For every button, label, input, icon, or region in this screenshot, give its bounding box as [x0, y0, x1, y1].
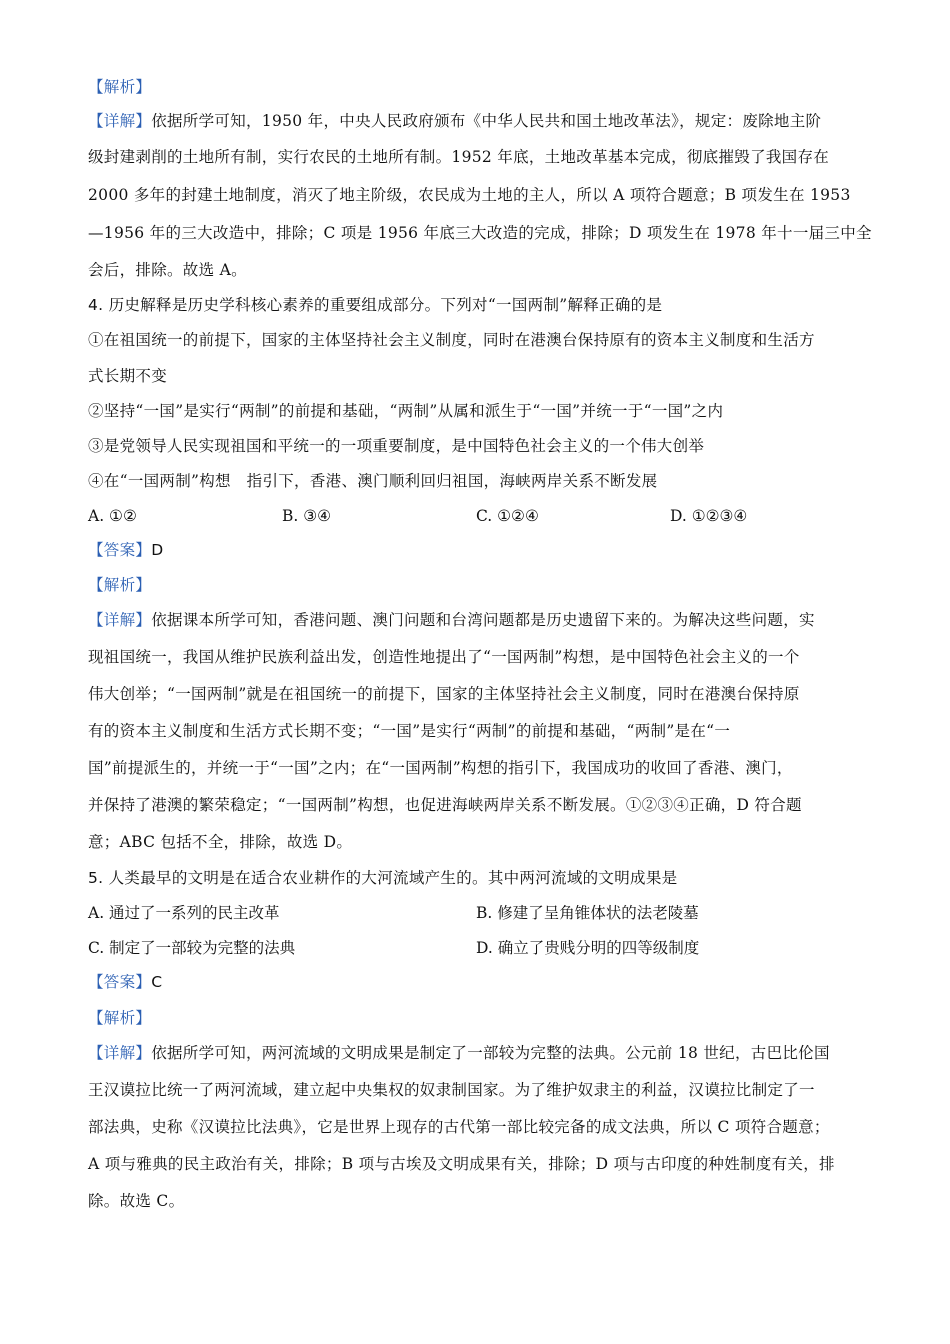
q4-detail-line-1: 【详解】依据课本所学可知，香港问题、澳门问题和台湾问题都是历史遗留下来的。为解决这些问题，实: [88, 611, 815, 629]
q4-option-d: D. ①②③④: [670, 507, 748, 525]
q4-detail-tag: 【详解】: [88, 611, 152, 629]
q4-item-4: ④在“一国两制”构想 指引下，香港、澳门顺利回归祖国，海峡两岸关系不断发展: [88, 472, 658, 490]
q5-detail-line-1: 【详解】依据所学可知，两河流域的文明成果是制定了一部较为完整的法典。公元前 18 世纪，古巴比伦国: [88, 1044, 830, 1062]
q5-stem: 5. 人类最早的文明是在适合农业耕作的大河流域产生的。其中两河流域的文明成果是: [88, 869, 678, 887]
q4-option-b: B. ③④: [282, 507, 332, 525]
q4-item-1-cont: 式长期不变: [88, 367, 168, 385]
q4-detail-line-2: 现祖国统一，我国从维护民族利益出发，创造性地提出了“一国两制”构想，是中国特色社会主义的一个: [88, 648, 800, 666]
q3-analysis-tag: 【解析】: [88, 78, 152, 96]
q4-item-1: ①在祖国统一的前提下，国家的主体坚持社会主义制度，同时在港澳台保持原有的资本主义制度和生活方: [88, 331, 815, 349]
q5-analysis-tag: 【解析】: [88, 1009, 152, 1027]
q5-answer-value: C: [151, 973, 163, 991]
q4-detail-line-4: 有的资本主义制度和生活方式长期不变；“一国”是实行“两制”的前提和基础，“两制”是在“一: [88, 722, 731, 740]
q5-detail-tag: 【详解】: [88, 1044, 152, 1062]
q5-detail-line-3: 部法典，史称《汉谟拉比法典》，它是世界上现存的古代第一部比较完备的成文法典，所以 C 项符合题意；: [88, 1118, 830, 1136]
q5-answer-tag: 【答案】: [88, 973, 152, 991]
q5-detail-line-5: 除。故选 C。: [88, 1192, 185, 1210]
q4-detail-line-6: 并保持了港澳的繁荣稳定；“一国两制”构想，也促进海峡两岸关系不断发展。①②③④正确，D 符合题: [88, 796, 802, 814]
q5-option-d: D. 确立了贵贱分明的四等级制度: [476, 939, 700, 957]
q5-answer: [88, 971, 878, 993]
q4-answer-tag: 【答案】: [88, 541, 152, 559]
q3-detail-line-2: 级封建剥削的土地所有制，实行农民的土地所有制。1952 年底，土地改革基本完成，彻底摧毁了我国存在: [88, 148, 830, 166]
q3-detail-line-1: 【详解】依据所学可知，1950 年，中央人民政府颁布《中华人民共和国土地改革法》，规定：废除地主阶: [88, 112, 822, 130]
q4-detail-line-5: 国”前提派生的，并统一于“一国”之内；在“一国两制”构想的指引下，我国成功的收回了香港、澳门，: [88, 759, 793, 777]
q3-detail-line-5: 会后，排除。故选 A。: [88, 261, 247, 279]
q3-detail-line-3: 2000 多年的封建土地制度，消灭了地主阶级，农民成为土地的主人，所以 A 项符合题意；B 项发生在 1953: [88, 186, 851, 204]
q5-option-a: A. 通过了一系列的民主改革: [88, 904, 280, 922]
q4-number: 4.: [88, 296, 104, 314]
q4-stem: 4. 历史解释是历史学科核心素养的重要组成部分。下列对“一国两制”解释正确的是: [88, 296, 663, 314]
q4-detail-line-7: 意；ABC 包括不全，排除，故选 D。: [88, 833, 353, 851]
q4-option-c: C. ①②④: [476, 507, 539, 525]
q5-detail-line-2: 王汉谟拉比统一了两河流域，建立起中央集权的奴隶制国家。为了维护奴隶主的利益，汉谟拉比制定了一: [88, 1081, 815, 1099]
q4-answer: [88, 539, 878, 561]
q4-analysis-tag: 【解析】: [88, 576, 152, 594]
q4-answer-value: D: [151, 541, 164, 559]
q5-number: 5.: [88, 869, 104, 887]
q5-option-c: C. 制定了一部较为完整的法典: [88, 939, 296, 957]
q3-detail-line-4: —1956 年的三大改造中，排除；C 项是 1956 年底三大改造的完成，排除；D 项发生在 1978 年十一届三中全: [88, 224, 872, 242]
q4-option-a: A. ①②: [88, 507, 137, 525]
q3-detail-tag: 【详解】: [88, 112, 152, 130]
q4-item-3: ③是党领导人民实现祖国和平统一的一项重要制度，是中国特色社会主义的一个伟大创举: [88, 437, 705, 455]
q5-detail-line-4: A 项与雅典的民主政治有关，排除；B 项与古埃及文明成果有关，排除；D 项与古印度的种姓制度有关，排: [88, 1155, 835, 1173]
q4-detail-line-3: 伟大创举；“一国两制”就是在祖国统一的前提下，国家的主体坚持社会主义制度，同时在港澳台保持原: [88, 685, 800, 703]
q4-item-2: ②坚持“一国”是实行“两制”的前提和基础，“两制”从属和派生于“一国”并统一于“一国”之内: [88, 402, 724, 420]
q5-option-b: B. 修建了呈角锥体状的法老陵墓: [476, 904, 699, 922]
